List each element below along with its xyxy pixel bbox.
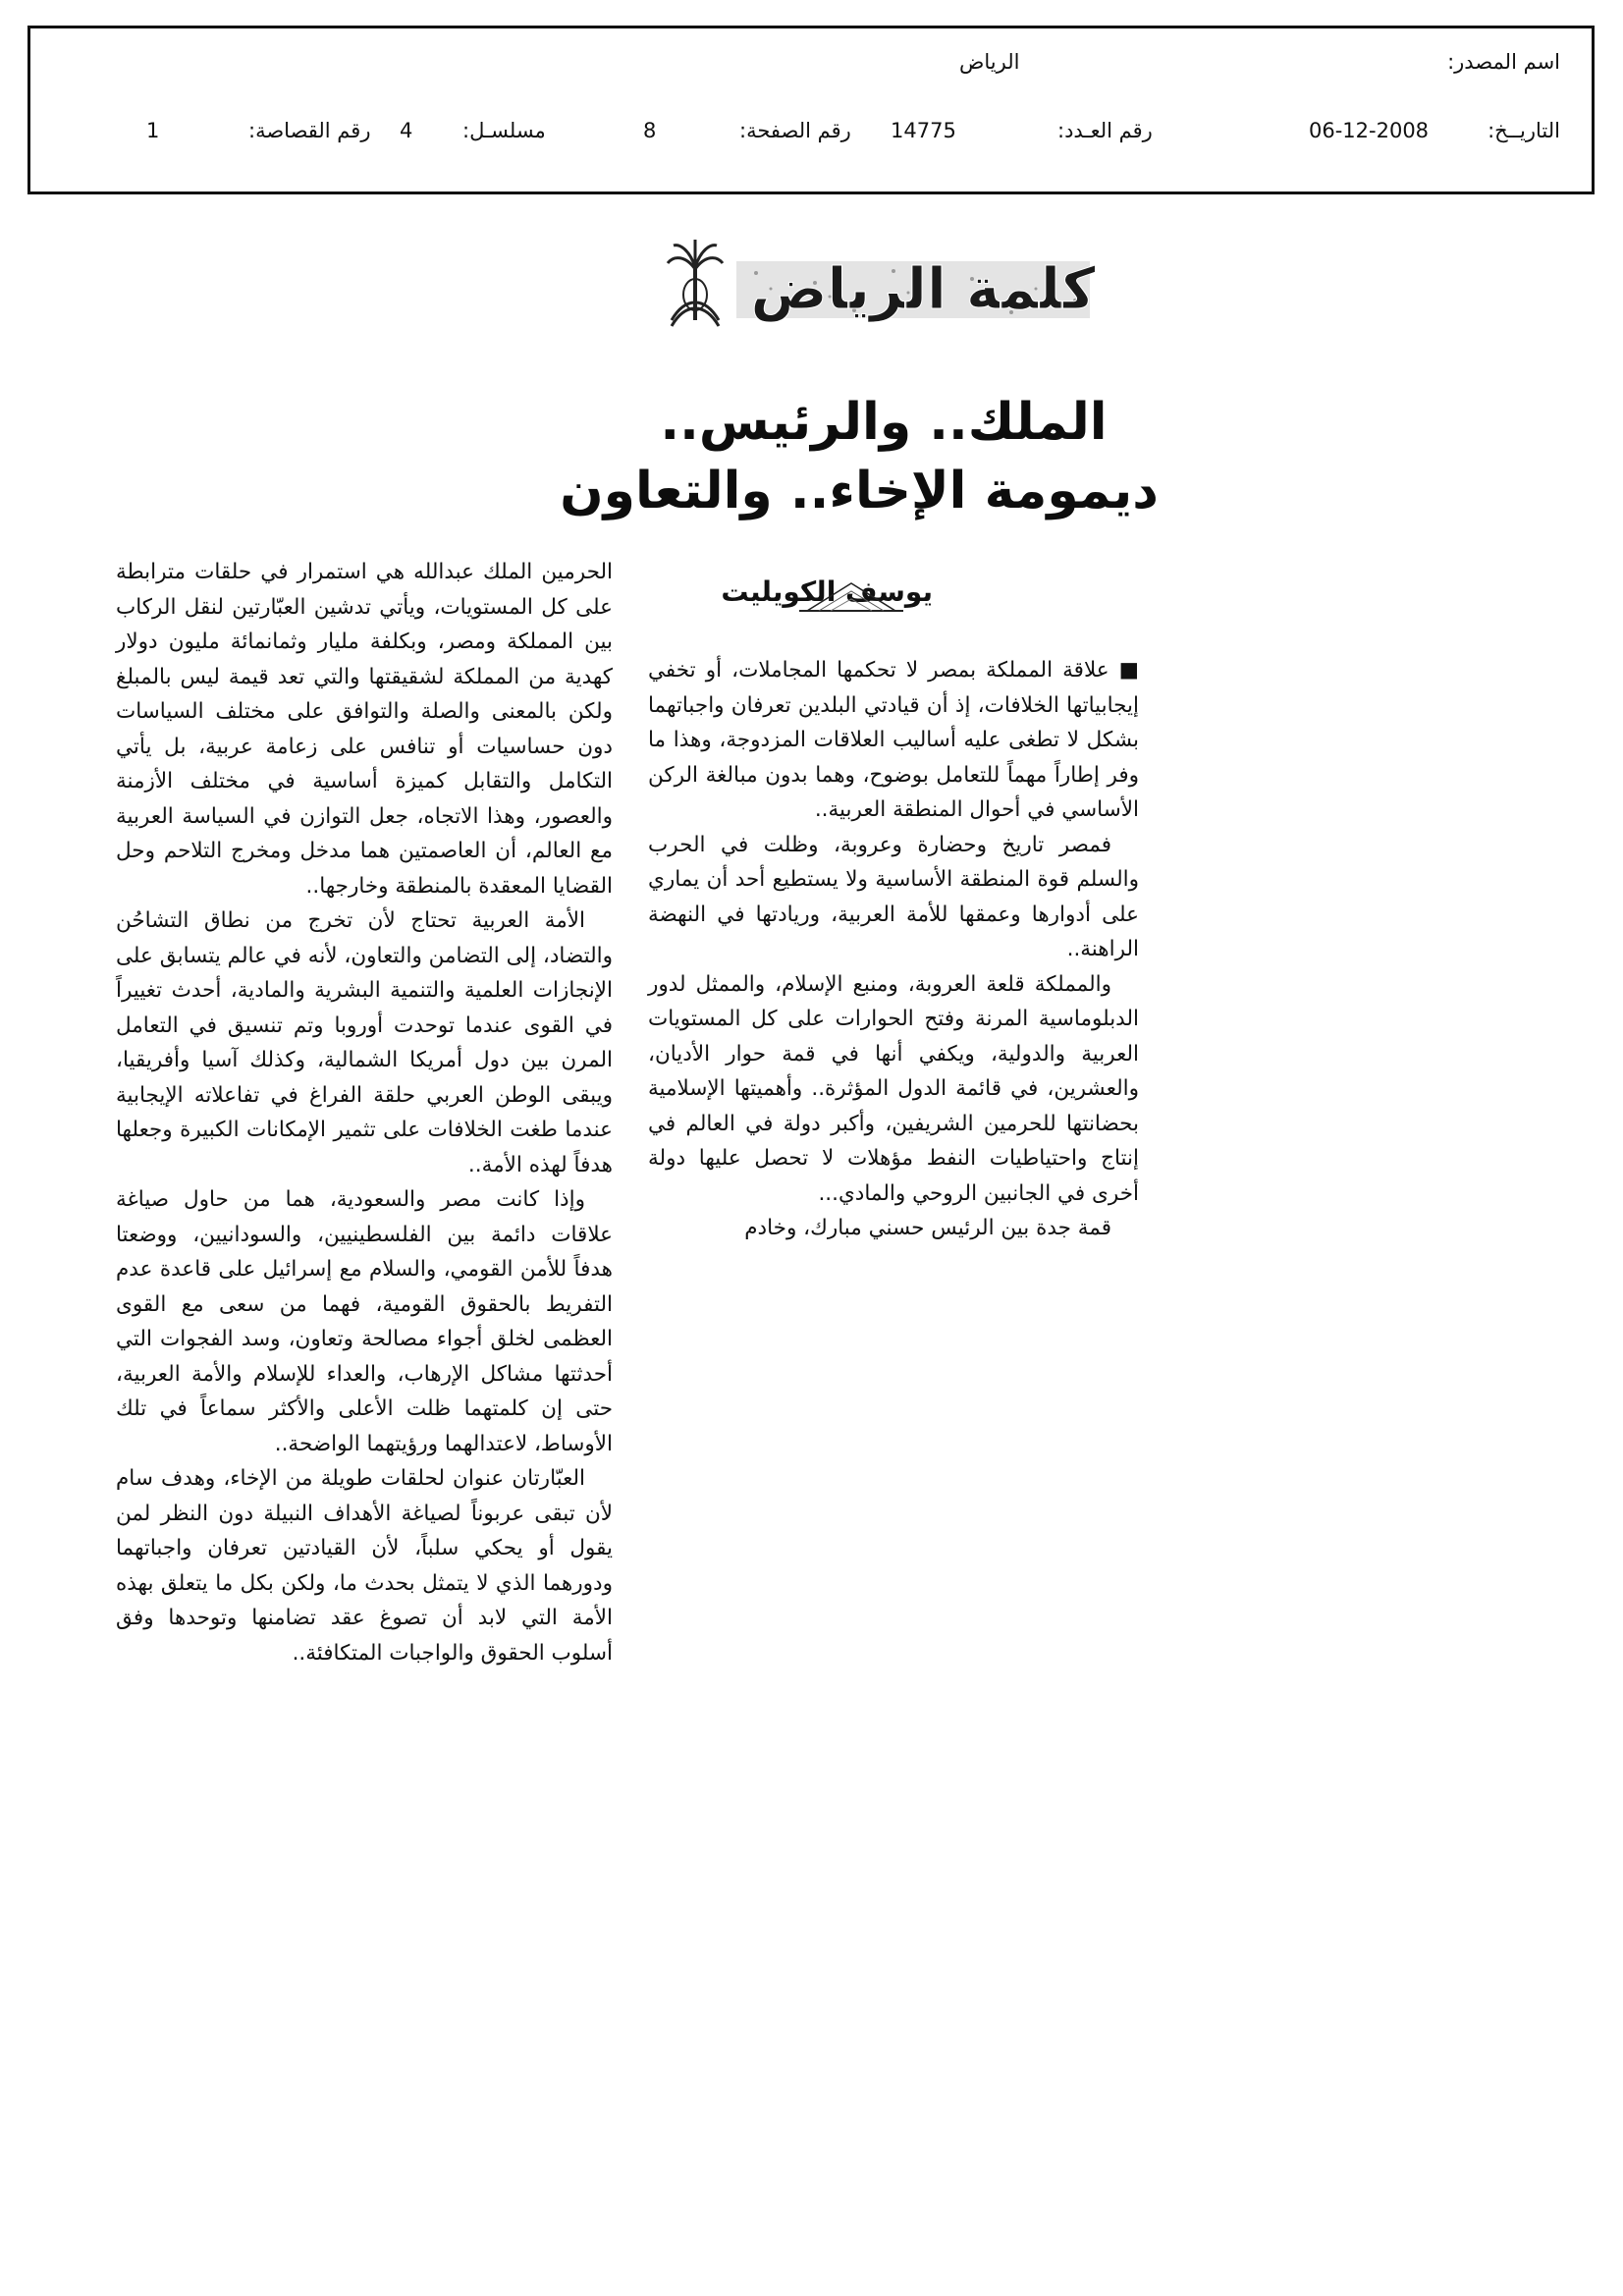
date-value: 06-12-2008	[1309, 119, 1430, 142]
masthead-logo-art	[628, 224, 1159, 332]
paragraph: الأمة العربية تحتاج لأن تخرج من نطاق التشاحُن والتضاد، إلى التضامن والتعاون، لأنه في عالم يتسابق على الإنجازات العلمية والتنمية البشرية والمادية، أحدث تغييراً في القوى عندما توحدت أوروبا وتم تنسيق في التعامل المرن بين دول أمريكا الشمالية، وكذلك آسيا وأفريقيا، ويبقى الوطن العربي حلقة الفراغ في تفاعلاته الإيجابية عندما طغت الخلافات على تثمير الإمكانات الكبيرة وجعلها هدفاً لهذه الأمة..	[116, 908, 613, 1177]
issue-value: 14775	[891, 119, 956, 142]
author-name: يوسف الكويليت	[721, 575, 933, 608]
article-column-right	[648, 653, 1139, 1246]
paragraph: والمملكة قلعة العروبة، ومنبع الإسلام، والممثل لدور الدبلوماسية المرنة وفتح الحوارات على كل المستويات العربية والدولية، ويكفي أنها في قمة حوار الأديان، والعشرين، في قائمة الدول المؤثرة.. وأهميتها الإسلامية بحضانتها للحرمين الشريفين، وأكبر دولة في العالم في إنتاج واحتياطيات النفط مؤهلات لا تحصل عليها دولة أخرى في الجانبين الروحي والمادي...	[648, 971, 1139, 1206]
paragraph: فمصر تاريخ وحضارة وعروبة، وظلت في الحرب والسلم قوة المنطقة الأساسية ولا يستطيع أحد أن يماري على أدوارها وعمقها للأمة العربية، وريادتها في النهضة الراهنة..	[648, 832, 1139, 961]
masthead-wordmark: كلمة الرياض	[750, 255, 1096, 322]
serial-label: مسلسـل:	[462, 119, 546, 142]
headline-line-1: الملك.. والرئيس..	[660, 393, 1108, 452]
author-byline	[721, 570, 1159, 625]
page-value: 8	[643, 119, 657, 142]
clipping-header	[27, 26, 1595, 194]
serial-value: 4	[400, 119, 413, 142]
paragraph: وإذا كانت مصر والسعودية، هما من حاول صياغة علاقات دائمة بين الفلسطينيين، والسودانيين، ووضعتا هدفاً للأمن القومي، والسلام مع إسرائيل على قاعدة عدم التفريط بالحقوق القومية، فهما من سعى مع القوى العظمى لخلق أجواء مصالحة وتعاون، وسد الفجوات التي أحدثتها مشاكل الإرهاب، والعداء للإسلام والأمة العربية، حتى إن كلمتهما ظلت الأعلى والأكثر سماعاً في تلك الأوساط، لاعتدالهما ورؤيتهما الواضحة..	[116, 1187, 613, 1456]
source-value: الرياض	[959, 50, 1020, 74]
headline-line-2: ديمومة الإخاء.. والتعاون	[560, 462, 1159, 520]
date-label: التاريــخ:	[1488, 119, 1560, 142]
palm-emblem-icon	[668, 240, 723, 326]
masthead-logo	[628, 224, 1159, 332]
article-column-left	[116, 555, 613, 1670]
paragraph: العبّارتان عنوان لحلقات طويلة من الإخاء، وهدف سام لأن تبقى عربوناً لصياغة الأهداف النبيلة دون النظر لمن يقول أو يحكي سلباً، لأن القيادتين تعرفان واجباتهما ودورهما الذي لا يتمثل بحدث ما، ولكن بكل ما يتعلق بهذه الأمة التي لابد أن تصوغ عقد تضامنها وتوحدها وفق أسلوب الحقوق والواجبات المتكافئة..	[116, 1466, 613, 1666]
paragraph: الحرمين الملك عبدالله هي استمرار في حلقات مترابطة على كل المستويات، ويأتي تدشين العبّارتين لنقل الركاب بين المملكة ومصر، وبكلفة مليار وثمانمائة مليون دولار كهدية من المملكة لشقيقتها والتي تعد قيمة ليس بالمبلغ ولكن بالمعنى والصلة والتوافق على مختلف السياسات دون حساسيات أو تنافس على زعامة عربية، بل يأتي التكامل والتقابل كميزة أساسية في مختلف الأزمنة والعصور، وهذا الاتجاه، جعل التوازن في السياسة العربية مع العالم، أن العاصمتين هما مدخل ومخرج التلاحم وحل القضايا المعقدة بالمنطقة وخارجها..	[116, 560, 613, 899]
paragraph: قمة جدة بين الرئيس حسني مبارك، وخادم	[744, 1216, 1111, 1240]
clipping-label: رقم القصاصة:	[248, 119, 371, 142]
page-label: رقم الصفحة:	[739, 119, 851, 142]
issue-label: رقم العـدد:	[1057, 119, 1153, 142]
byline-ornament-icon	[797, 577, 905, 617]
article-headline	[560, 388, 1159, 525]
clipping-value: 1	[146, 119, 160, 142]
source-label: اسم المصدر:	[1447, 50, 1560, 74]
paragraph: ■ علاقة المملكة بمصر لا تحكمها المجاملات، أو تخفي إيجابياتها الخلافات، إذ أن قيادتي البلدين تعرفان واجباتهما بشكل لا تطغى عليه أساليب العلاقات المزدوجة، وهذا ما وفر إطاراً مهماً للتعامل بوضوح، وهما بدون مبالغة الركن الأساسي في أحوال المنطقة العربية..	[648, 658, 1139, 822]
